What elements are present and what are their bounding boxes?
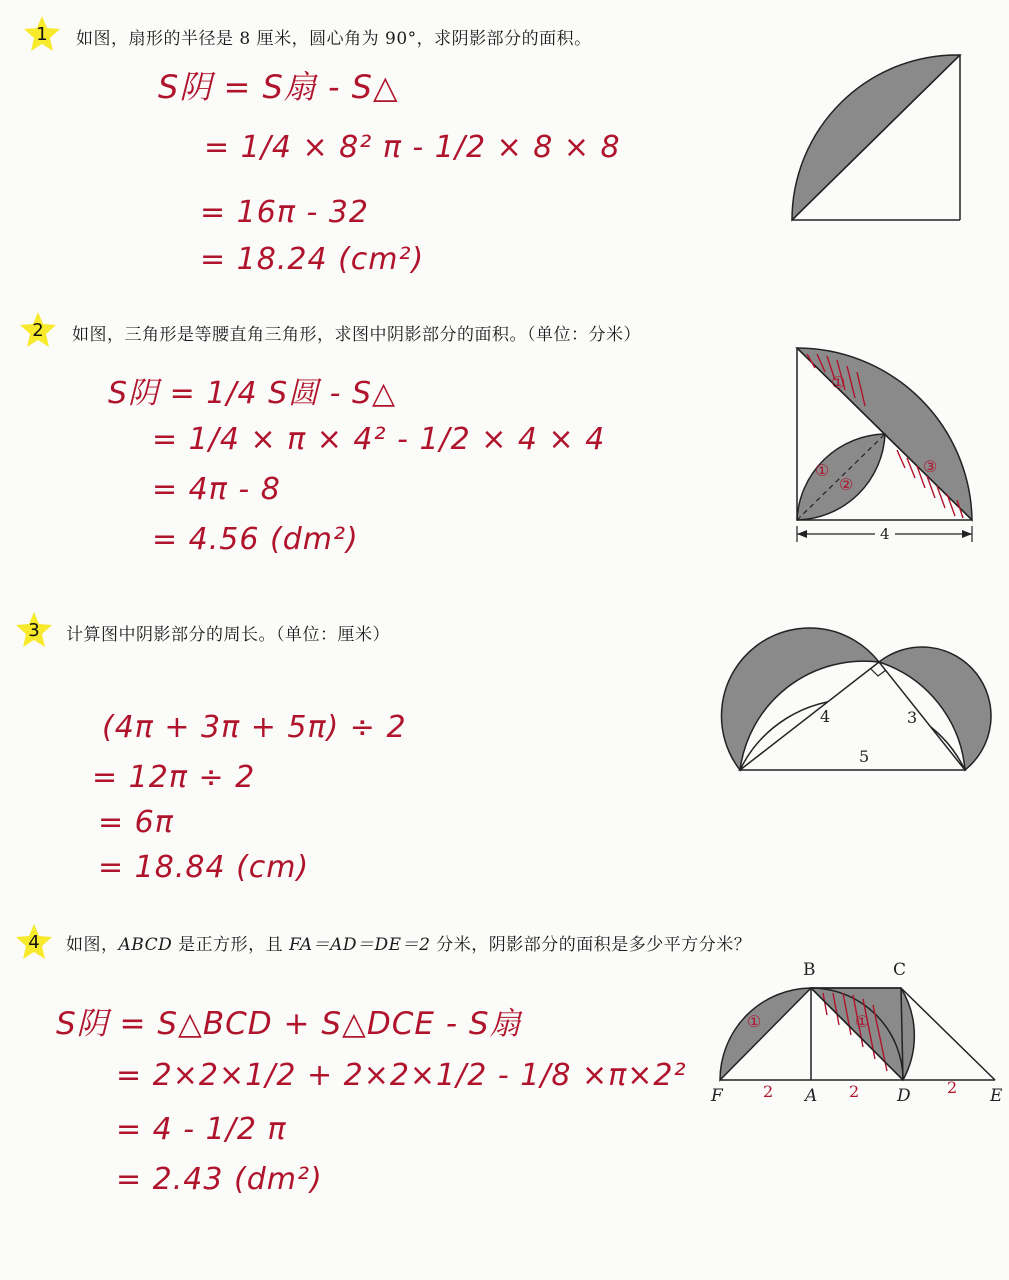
length-label: 2 <box>763 1082 774 1101</box>
problem-number: 1 <box>36 24 48 45</box>
problem-question: 如图，扇形的半径是 8 厘米，圆心角为 90°，求阴影部分的面积。 <box>76 29 592 49</box>
solution-line: = 18.24 (cm²) <box>200 242 425 277</box>
problem-4 <box>0 900 1009 1280</box>
solution-line: = 12π ÷ 2 <box>92 760 256 795</box>
solution-line: = 18.84 (cm) <box>98 850 310 885</box>
problem-question: 如图，ABCD 是正方形，且 FA＝AD＝DE＝2 分米，阴影部分的面积是多少平方分米？ <box>66 935 752 955</box>
side-label: 4 <box>820 707 831 726</box>
solution-line: = 4.56 (dm²) <box>152 522 359 557</box>
vertex-label: A <box>805 1086 818 1106</box>
quarter-circle-figure <box>780 45 980 235</box>
vertex-label: E <box>990 1086 1003 1106</box>
problem-number: 2 <box>32 320 44 341</box>
solution-line: = 1/4 × 8² π - 1/2 × 8 × 8 <box>204 130 621 165</box>
solution-line: = 2×2×1/2 + 2×2×1/2 - 1/8 ×π×2² <box>116 1058 687 1093</box>
solution-line: = 2.43 (dm²) <box>116 1162 323 1197</box>
problem-question: 计算图中阴影部分的周长。（单位：厘米） <box>66 625 390 645</box>
vertex-label: D <box>897 1086 911 1106</box>
dimension-label: 4 <box>880 525 890 543</box>
side-label: 3 <box>907 708 918 727</box>
side-label: 5 <box>859 747 870 766</box>
problem-1 <box>0 0 1009 300</box>
vertex-label: F <box>711 1086 723 1106</box>
right-triangle-semicircles-figure <box>715 625 995 775</box>
problem-number: 3 <box>28 620 40 641</box>
isosceles-triangle-figure <box>785 340 985 545</box>
problem-3 <box>0 600 1009 900</box>
length-label: 2 <box>849 1082 860 1101</box>
problem-question: 如图，三角形是等腰直角三角形，求图中阴影部分的面积。（单位：分米） <box>72 325 641 345</box>
region-label: ① <box>815 461 830 480</box>
vertex-label: C <box>893 960 907 980</box>
region-label: ③ <box>923 457 938 476</box>
region-label: ① <box>855 1012 870 1031</box>
solution-line: = 4π - 8 <box>152 472 281 507</box>
solution-line: S阴 = 1/4 S圆 - S△ <box>108 376 397 411</box>
solution-line: S阴 = S△BCD + S△DCE - S扇 <box>56 1006 522 1042</box>
shaded-right-region <box>811 988 914 1080</box>
solution-line: = 6π <box>98 805 174 840</box>
solution-line: S阴 = S扇 - S△ <box>158 68 399 106</box>
shaded-left-segment <box>720 988 811 1080</box>
region-label: ① <box>747 1012 762 1031</box>
vertex-label: B <box>803 960 816 980</box>
length-label: 2 <box>947 1078 958 1097</box>
solution-line: (4π + 3π + 5π) ÷ 2 <box>102 710 407 745</box>
region-label: ② <box>839 475 854 494</box>
region-label: ① <box>831 373 846 392</box>
problem-2 <box>0 300 1009 600</box>
solution-line: = 1/4 × π × 4² - 1/2 × 4 × 4 <box>152 422 606 457</box>
solution-line: = 16π - 32 <box>200 195 369 230</box>
square-trapezoid-figure <box>705 955 1005 1115</box>
solution-line: = 4 - 1/2 π <box>116 1112 287 1147</box>
problem-number: 4 <box>28 932 40 953</box>
